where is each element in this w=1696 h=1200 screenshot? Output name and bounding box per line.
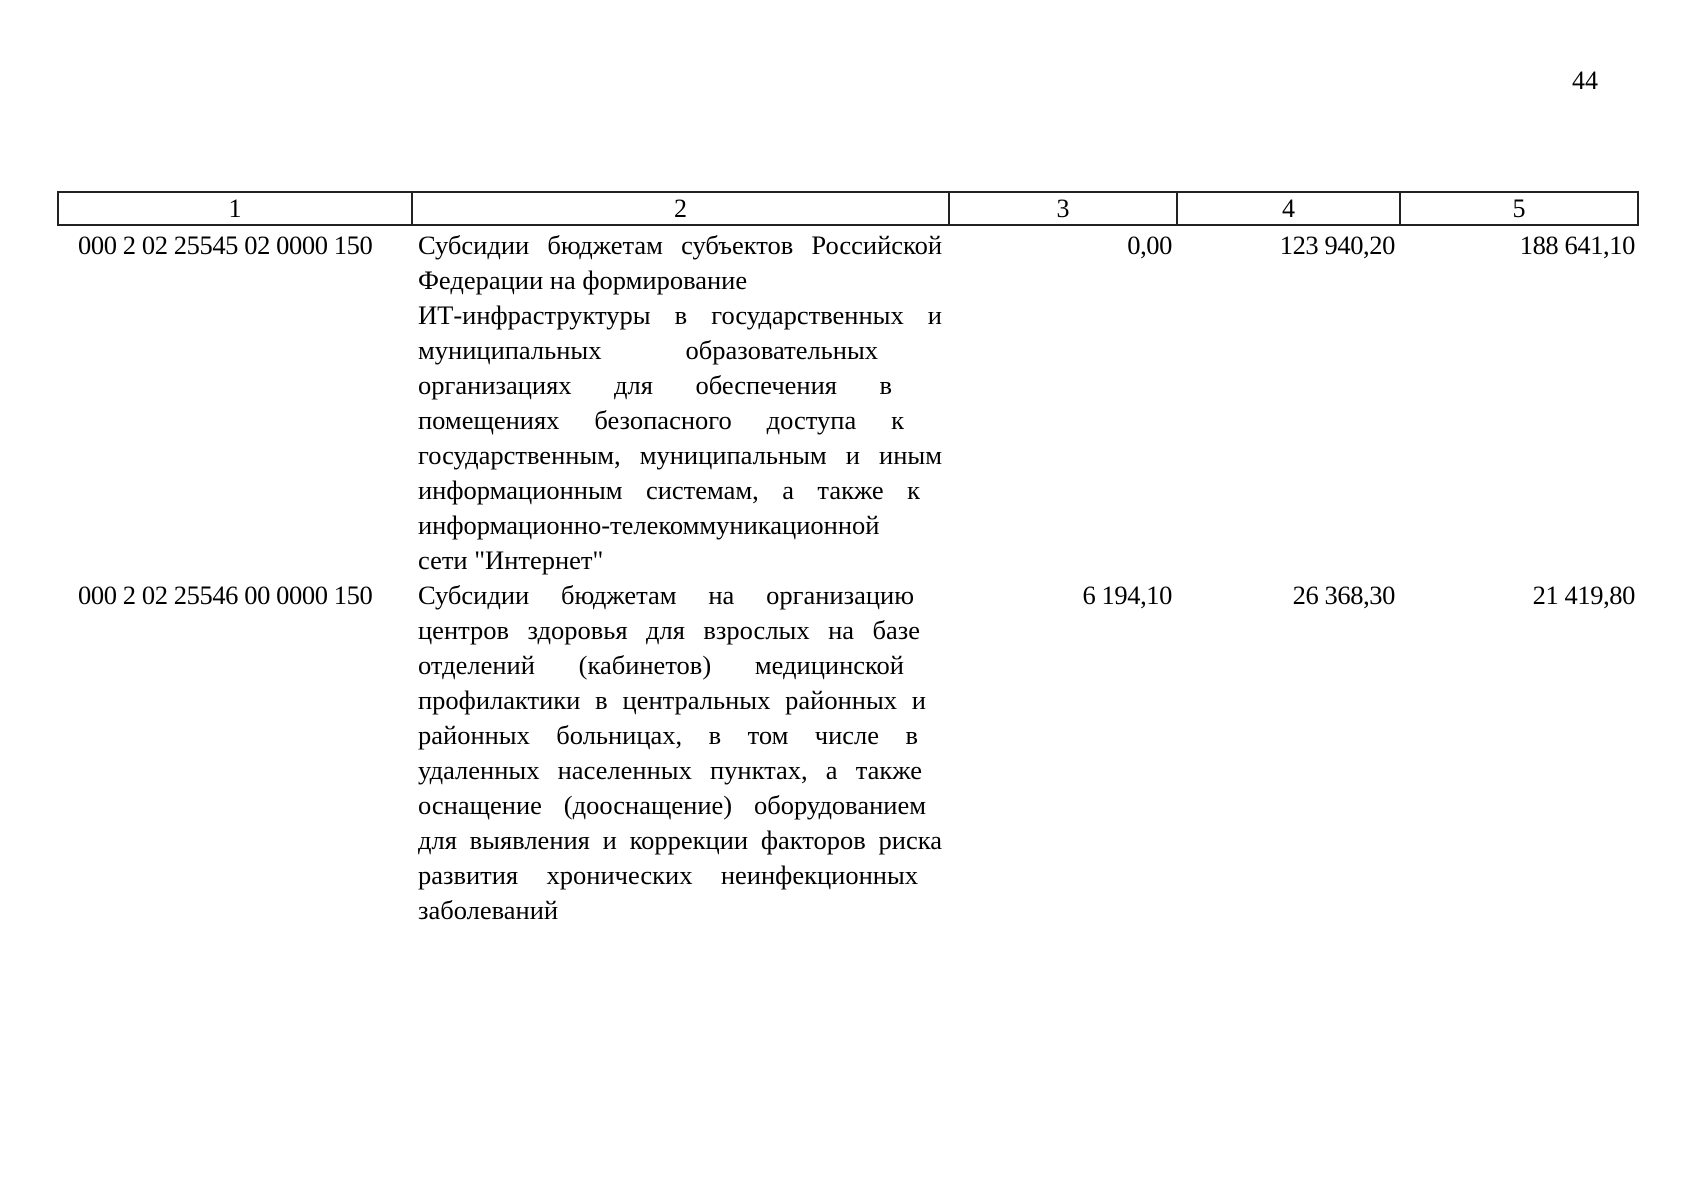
table-row [57,228,1639,578]
description-line: отделений (кабинетов) медицинской [418,650,904,680]
table-header-row [57,191,1639,226]
page-number: 44 [1572,66,1598,95]
description-line: для выявления и коррекции факторов риска [418,825,942,855]
value-col5: 21 419,80 [1532,580,1635,610]
description-line: развития хронических неинфекционных [418,860,918,890]
description-line: районных больницах, в том числе в [418,720,918,750]
description-line: профилактики в центральных районных и [418,685,926,715]
description-line: центров здоровья для взрослых на базе [418,615,920,645]
budget-table [57,191,1639,928]
description-line: Субсидии бюджетам субъектов Российской [418,230,942,260]
budget-code: 000 2 02 25545 02 0000 150 [78,230,373,260]
description-line: удаленных населенных пунктах, а также [418,755,922,785]
value-col4: 26 368,30 [1292,580,1395,610]
description-line: муниципальных образовательных [418,335,878,365]
description-line: организациях для обеспечения в [418,370,892,400]
value-col4: 123 940,20 [1279,230,1395,260]
value-col3: 6 194,10 [1082,580,1172,610]
row-description [411,228,948,578]
value-col5: 188 641,10 [1519,230,1635,260]
description-line: оснащение (дооснащение) оборудованием [418,790,926,820]
column-header-1: 1 [57,191,411,226]
table-row [57,578,1639,928]
description-line: сети "Интернет" [418,545,604,575]
description-line: государственным, муниципальным и иным [418,440,942,470]
description-line: Федерации на формирование [418,265,748,295]
column-header-3: 3 [948,191,1176,226]
description-line: ИТ-инфраструктуры в государственных и [418,300,942,330]
description-line: информационно-телекоммуникационной [418,510,880,540]
value-col3: 0,00 [1127,230,1172,260]
description-line: Субсидии бюджетам на организацию [418,580,914,610]
column-header-2: 2 [411,191,948,226]
budget-code: 000 2 02 25546 00 0000 150 [78,580,373,610]
column-header-5: 5 [1399,191,1639,226]
row-description [411,578,948,928]
description-line: информационным системам, а также к [418,475,920,505]
description-line: помещениях безопасного доступа к [418,405,904,435]
column-header-4: 4 [1176,191,1399,226]
description-line: заболеваний [418,895,559,925]
